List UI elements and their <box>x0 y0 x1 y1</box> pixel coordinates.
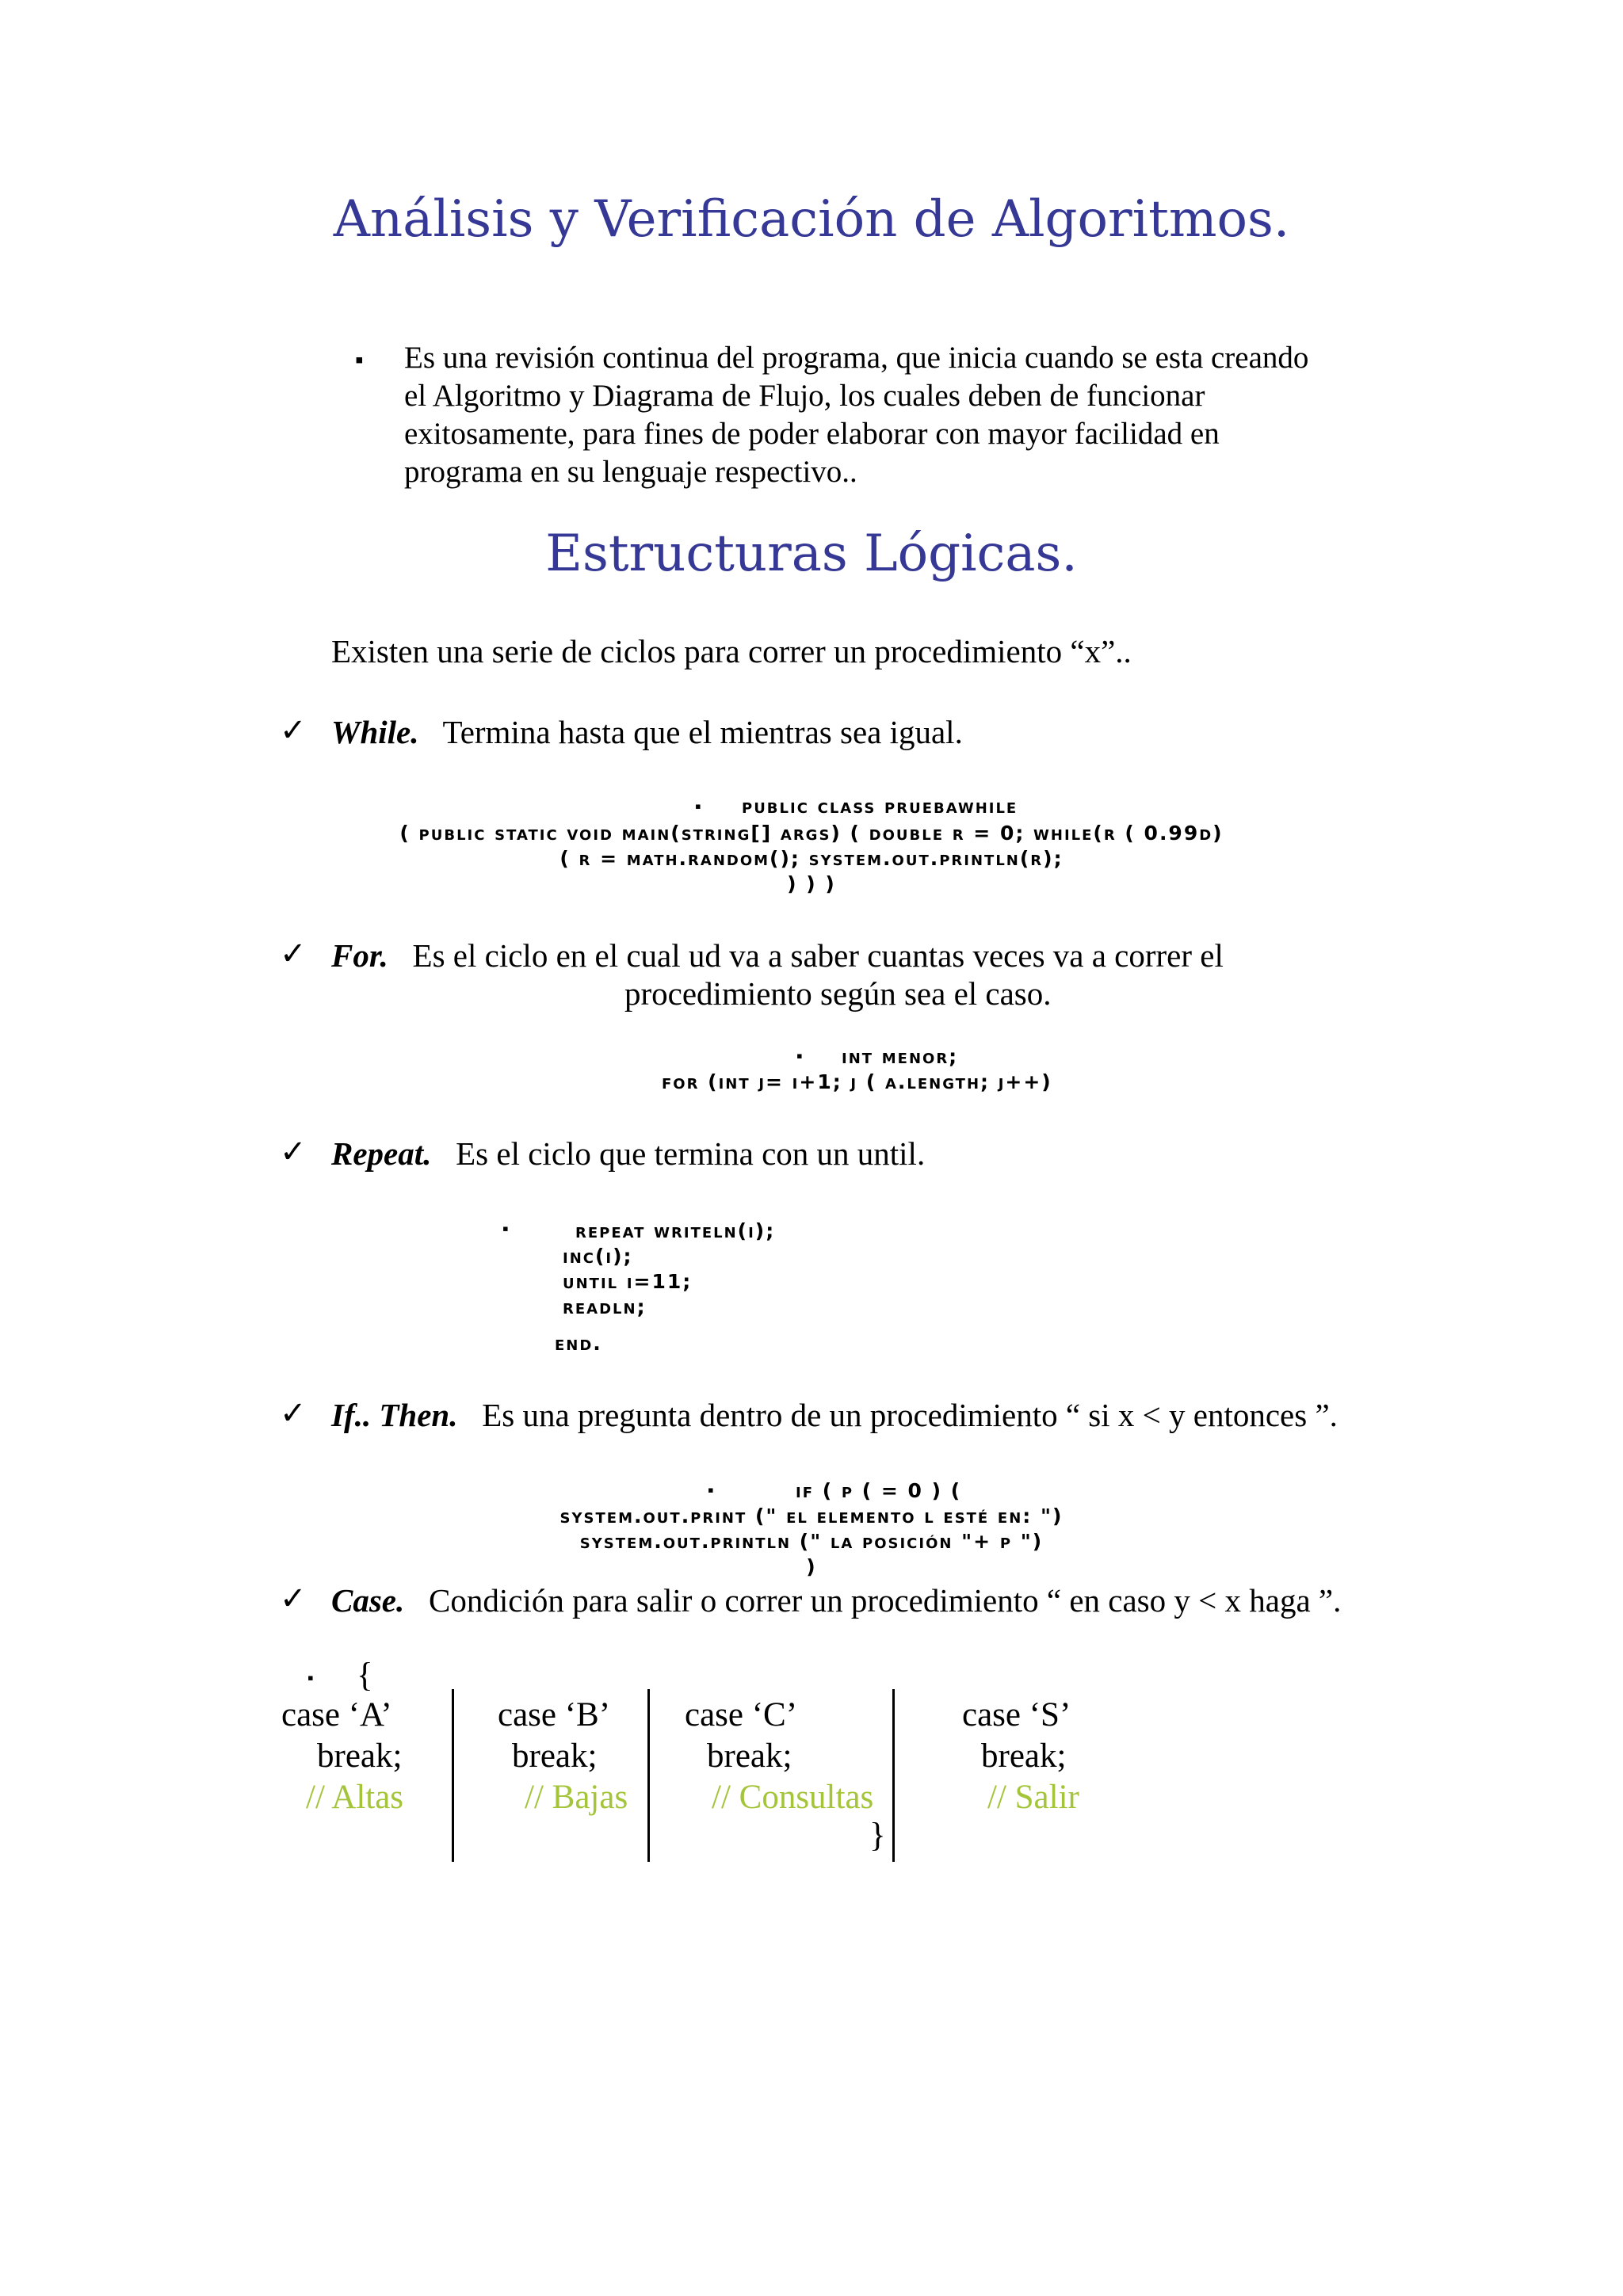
repeat-description: Es el ciclo que termina con un until. <box>456 1135 926 1172</box>
case-comment: // Altas <box>306 1779 404 1816</box>
column-divider <box>892 1689 895 1862</box>
case-break: break; <box>317 1737 403 1775</box>
case-break: break; <box>981 1737 1067 1775</box>
ifthen-item <box>331 1396 1338 1434</box>
intro-line: el Algoritmo y Diagrama de Flujo, los cuales deben de funcionar <box>404 379 1205 413</box>
checkmark-icon: ✓ <box>280 712 307 748</box>
code-line: ) <box>806 1555 817 1578</box>
case-break: break; <box>512 1737 598 1775</box>
case-label: case ‘C’ <box>685 1696 798 1733</box>
code-line: readln; <box>563 1295 647 1318</box>
code-line: end. <box>555 1332 602 1355</box>
case-label: case ‘S’ <box>962 1696 1071 1733</box>
case-keyword: Case. <box>331 1582 405 1619</box>
close-brace: } <box>869 1817 886 1854</box>
checkmark-icon: ✓ <box>280 1134 307 1169</box>
case-label: case ‘A’ <box>281 1696 392 1733</box>
page-title: Análisis y Verificación de Algoritmos. <box>333 190 1290 249</box>
ifthen-keyword: If.. Then. <box>331 1397 458 1433</box>
for-keyword: For. <box>331 937 388 974</box>
checkmark-icon: ✓ <box>280 936 307 971</box>
code-line: until i=11; <box>563 1270 693 1293</box>
intro-line: Es una revisión continua del programa, que inicia cuando se esta creando <box>404 341 1309 375</box>
column-divider <box>647 1689 650 1862</box>
section-title: Estructuras Lógicas. <box>545 524 1078 583</box>
bullet-icon: ▪ <box>796 1046 803 1066</box>
while-keyword: While. <box>331 714 419 750</box>
ifthen-description: Es una pregunta dentro de un procedimiento “ si x < y entonces ”. <box>482 1397 1338 1433</box>
bullet-icon: ▪ <box>307 1668 314 1688</box>
code-line: ) ) ) <box>787 872 836 895</box>
open-brace: { <box>357 1657 373 1694</box>
case-comment: // Salir <box>987 1779 1079 1816</box>
case-comment: // Bajas <box>525 1779 628 1816</box>
lead-text: Existen una serie de ciclos para correr un procedimiento “x”.. <box>331 633 1132 669</box>
case-comment: // Consultas <box>712 1779 874 1816</box>
for-item <box>331 936 1224 974</box>
column-divider <box>452 1689 454 1862</box>
repeat-item <box>331 1135 925 1173</box>
code-line: repeat writeln(i); <box>575 1219 776 1242</box>
checkmark-icon: ✓ <box>280 1395 307 1431</box>
bullet-icon: ▪ <box>355 347 364 373</box>
code-line: inc(i); <box>563 1245 633 1268</box>
bullet-icon: ▪ <box>708 1480 714 1500</box>
code-line: system.out.print (" el elemento l esté en: ") <box>559 1505 1064 1527</box>
repeat-keyword: Repeat. <box>331 1135 432 1172</box>
code-line: int menor; <box>842 1045 959 1068</box>
for-description-cont: procedimiento según sea el caso. <box>624 975 1052 1012</box>
case-description: Condición para salir o correr un procedimiento “ en caso y < x haga ”. <box>429 1582 1342 1619</box>
code-line: ( r = math.random(); system.out.println(r); <box>559 847 1064 870</box>
case-label: case ‘B’ <box>498 1696 611 1733</box>
code-line: for (int j= i+1; j ( a.length; j++) <box>662 1070 1052 1093</box>
case-break: break; <box>707 1737 792 1775</box>
bullet-icon: ▪ <box>695 796 701 816</box>
for-description: Es el ciclo en el cual ud va a saber cuantas veces va a correr el <box>412 937 1224 974</box>
intro-line: exitosamente, para fines de poder elaborar con mayor facilidad en <box>404 417 1220 451</box>
code-line: system.out.println (" la posición "+ p ") <box>579 1530 1044 1553</box>
code-line: public class pruebawhile <box>742 795 1018 818</box>
case-item <box>331 1581 1341 1619</box>
bullet-icon: ▪ <box>502 1219 509 1238</box>
checkmark-icon: ✓ <box>280 1581 307 1616</box>
while-description: Termina hasta que el mientras sea igual. <box>442 714 963 750</box>
intro-line: programa en su lenguaje respectivo.. <box>404 455 857 489</box>
while-item <box>331 713 963 751</box>
code-line: ( public static void main(string[] args) ( double r = 0; while(r ( 0.99d) <box>399 822 1224 845</box>
intro-paragraph <box>404 339 1308 491</box>
code-line: if ( p ( = 0 ) ( <box>796 1479 962 1502</box>
